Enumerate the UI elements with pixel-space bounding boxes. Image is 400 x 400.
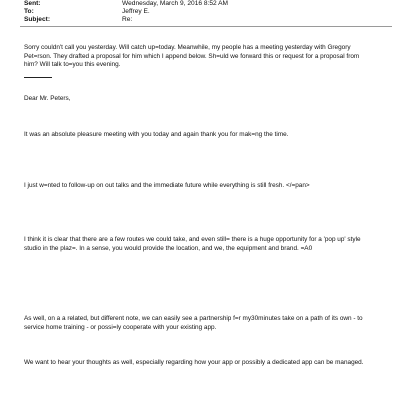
sent-value: Wednesday, March 9, 2016 8:52 AM — [122, 0, 229, 7]
paragraph-5: We want to hear your thoughts as well, especially regarding how your app or possibly a dedicated app can be managed. — [24, 359, 364, 366]
subject-row — [24, 16, 132, 24]
paragraph-1: It was an absolute pleasure meeting with you today and again thank you for mak=ng the time. — [24, 131, 289, 138]
sent-row — [24, 0, 228, 8]
paragraph-2: I just w=nted to follow-up on out talks and the immediate future while everything is still fresh. </=pan> — [24, 182, 310, 189]
paragraph-4-line-1: As well, on a a related, but different note, we can easily see a partnership f=r my30minutes take on a path of its own - to — [24, 315, 363, 322]
reply-line-2: Pet=rson. They drafted a proposal for him which I append below. Sh=uld we forward this or request for a proposal from — [24, 52, 360, 60]
salutation: Dear Mr. Peters, — [24, 95, 71, 102]
to-value: Jeffrey E. — [122, 8, 150, 15]
header-divider — [20, 26, 392, 27]
separator-line — [24, 77, 52, 78]
subject-value: Re: — [122, 16, 133, 23]
paragraph-3-line-1: I think it is clear that there are a few routes we could take, and even still= there is a huge opportunity for a 'pop up' style — [24, 236, 361, 243]
to-row — [24, 8, 150, 16]
sent-label: Sent: — [24, 0, 41, 7]
reply-line-1: Sorry couldn't call you yesterday. Will catch up=today. Meanwhile, my people has a meeting yesterday with Gregory — [24, 44, 351, 51]
reply-line-3: him? Will talk to=you this evening. — [24, 61, 121, 68]
subject-label: Subject: — [24, 16, 51, 23]
to-label: To: — [24, 8, 34, 15]
paragraph-4-line-2: service home training - or possi=ly cooperate with your existing app. — [24, 324, 217, 331]
paragraph-3-line-2: studio in the plaz=. In a sense, you would provide the location, and we, the equipment and brand. =A0 — [24, 245, 313, 252]
